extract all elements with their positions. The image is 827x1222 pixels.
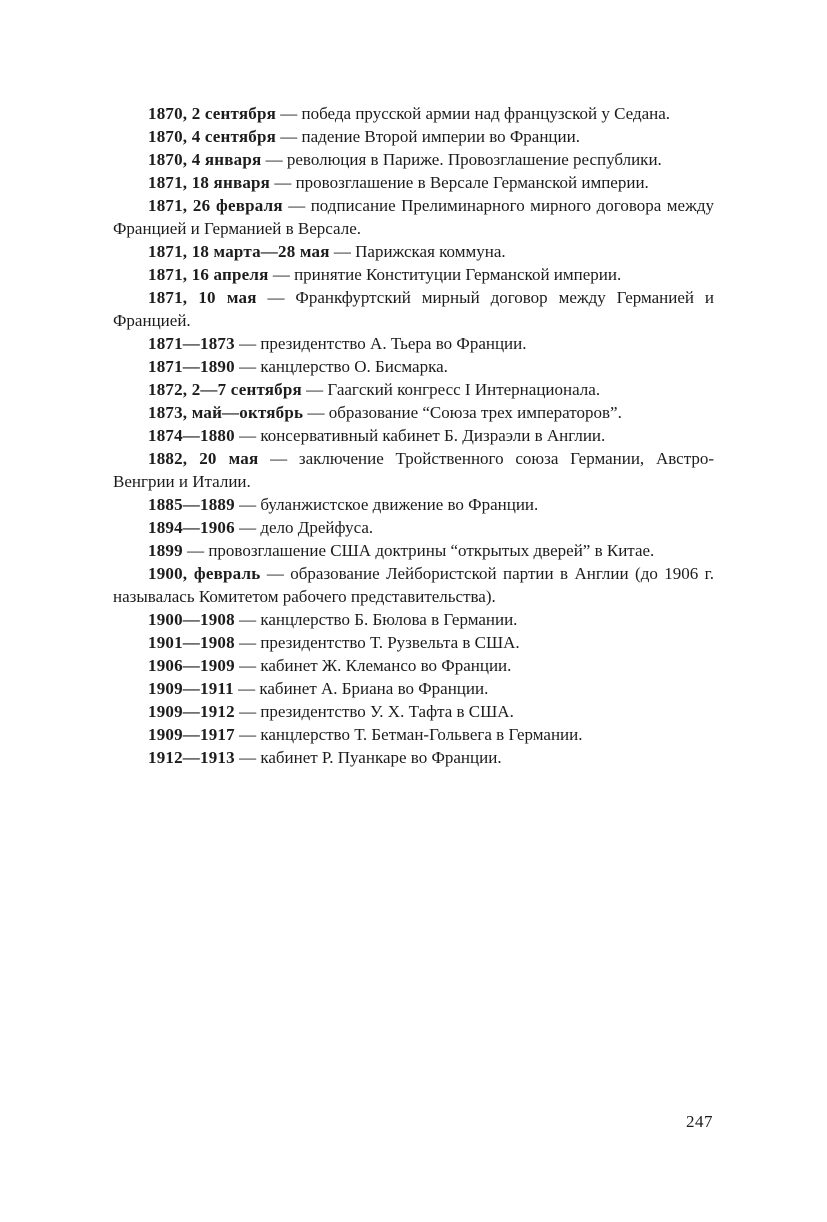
timeline-entries <box>113 102 714 769</box>
entry-date: 1870, 2 сентября <box>148 104 277 123</box>
timeline-entry: 1900—1908 — канцлерство Б. Бюлова в Германии. <box>148 610 518 629</box>
entry-date: 1900, февраль <box>148 564 261 583</box>
entry-date: 1909—1912 <box>148 702 235 721</box>
timeline-entry: 1909—1917 — канцлерство Т. Бетман-Гольвега в Германии. <box>148 725 583 744</box>
timeline-entry: 1882, 20 мая — заключение Тройственного союза Германии, Австро-Венгрии и Италии. <box>113 449 714 491</box>
entry-date: 1901—1908 <box>148 633 235 652</box>
timeline-entry: 1909—1911 — кабинет А. Бриана во Франции. <box>148 679 489 698</box>
entry-date: 1871, 26 февраля <box>148 196 283 215</box>
entry-date: 1909—1917 <box>148 725 235 744</box>
entry-date: 1900—1908 <box>148 610 235 629</box>
timeline-entry: 1900, февраль — образование Лейбористской партии в Англии (до 1906 г. называлась Комитетом рабочего представительства). <box>113 564 714 606</box>
timeline-entry: 1909—1912 — президентство У. Х. Тафта в США. <box>148 702 514 721</box>
timeline-entry: 1870, 4 января — революция в Париже. Провозглашение республики. <box>148 150 662 169</box>
timeline-entry: 1894—1906 — дело Дрейфуса. <box>148 518 374 537</box>
timeline-entry: 1871—1890 — канцлерство О. Бисмарка. <box>148 357 448 376</box>
timeline-entry: 1885—1889 — буланжистское движение во Франции. <box>148 495 539 514</box>
entry-date: 1871, 18 января <box>148 173 271 192</box>
entry-date: 1872, 2—7 сентября <box>148 380 302 399</box>
entry-date: 1912—1913 <box>148 748 235 767</box>
timeline-entry: 1899 — провозглашение США доктрины “открытых дверей” в Китае. <box>148 541 655 560</box>
entry-date: 1909—1911 <box>148 679 234 698</box>
entry-date: 1899 <box>148 541 183 560</box>
timeline-entry: 1871—1873 — президентство А. Тьера во Франции. <box>148 334 527 353</box>
entry-date: 1871—1890 <box>148 357 235 376</box>
entry-date: 1885—1889 <box>148 495 235 514</box>
timeline-entry: 1871, 18 января — провозглашение в Версале Германской империи. <box>148 173 649 192</box>
entry-date: 1870, 4 января <box>148 150 262 169</box>
timeline-entry: 1870, 4 сентября — падение Второй империи во Франции. <box>148 127 580 146</box>
entry-date: 1894—1906 <box>148 518 235 537</box>
entry-date: 1906—1909 <box>148 656 235 675</box>
timeline-entry: 1901—1908 — президентство Т. Рузвельта в США. <box>148 633 520 652</box>
timeline-entry: 1870, 2 сентября — победа прусской армии над французской у Седана. <box>148 104 671 123</box>
timeline-entry: 1871, 18 марта—28 мая — Парижская коммуна. <box>148 242 506 261</box>
timeline-entry: 1874—1880 — консервативный кабинет Б. Дизраэли в Англии. <box>148 426 606 445</box>
timeline-entry: 1906—1909 — кабинет Ж. Клемансо во Франции. <box>148 656 512 675</box>
timeline-entry: 1912—1913 — кабинет Р. Пуанкаре во Франции. <box>148 748 502 767</box>
entry-date: 1870, 4 сентября <box>148 127 277 146</box>
entry-date: 1874—1880 <box>148 426 235 445</box>
entry-date: 1871—1873 <box>148 334 235 353</box>
timeline-entry: 1871, 26 февраля — подписание Прелиминарного мирного договора между Францией и Германией в Версале. <box>113 196 714 238</box>
entry-date: 1871, 16 апреля <box>148 265 269 284</box>
timeline-entry: 1873, май—октябрь — образование “Союза трех императоров”. <box>148 403 622 422</box>
timeline-entry: 1871, 10 мая — Франкфуртский мирный договор между Германией и Францией. <box>113 288 715 330</box>
timeline-entry: 1871, 16 апреля — принятие Конституции Германской империи. <box>148 265 622 284</box>
entry-date: 1882, 20 мая <box>148 449 259 468</box>
entry-date: 1873, май—октябрь <box>148 403 304 422</box>
entry-date: 1871, 10 мая <box>148 288 257 307</box>
entry-date: 1871, 18 марта—28 мая <box>148 242 330 261</box>
timeline-entry: 1872, 2—7 сентября — Гаагский конгресс I Интернационала. <box>148 380 601 399</box>
page-number: 247 <box>686 1112 713 1131</box>
